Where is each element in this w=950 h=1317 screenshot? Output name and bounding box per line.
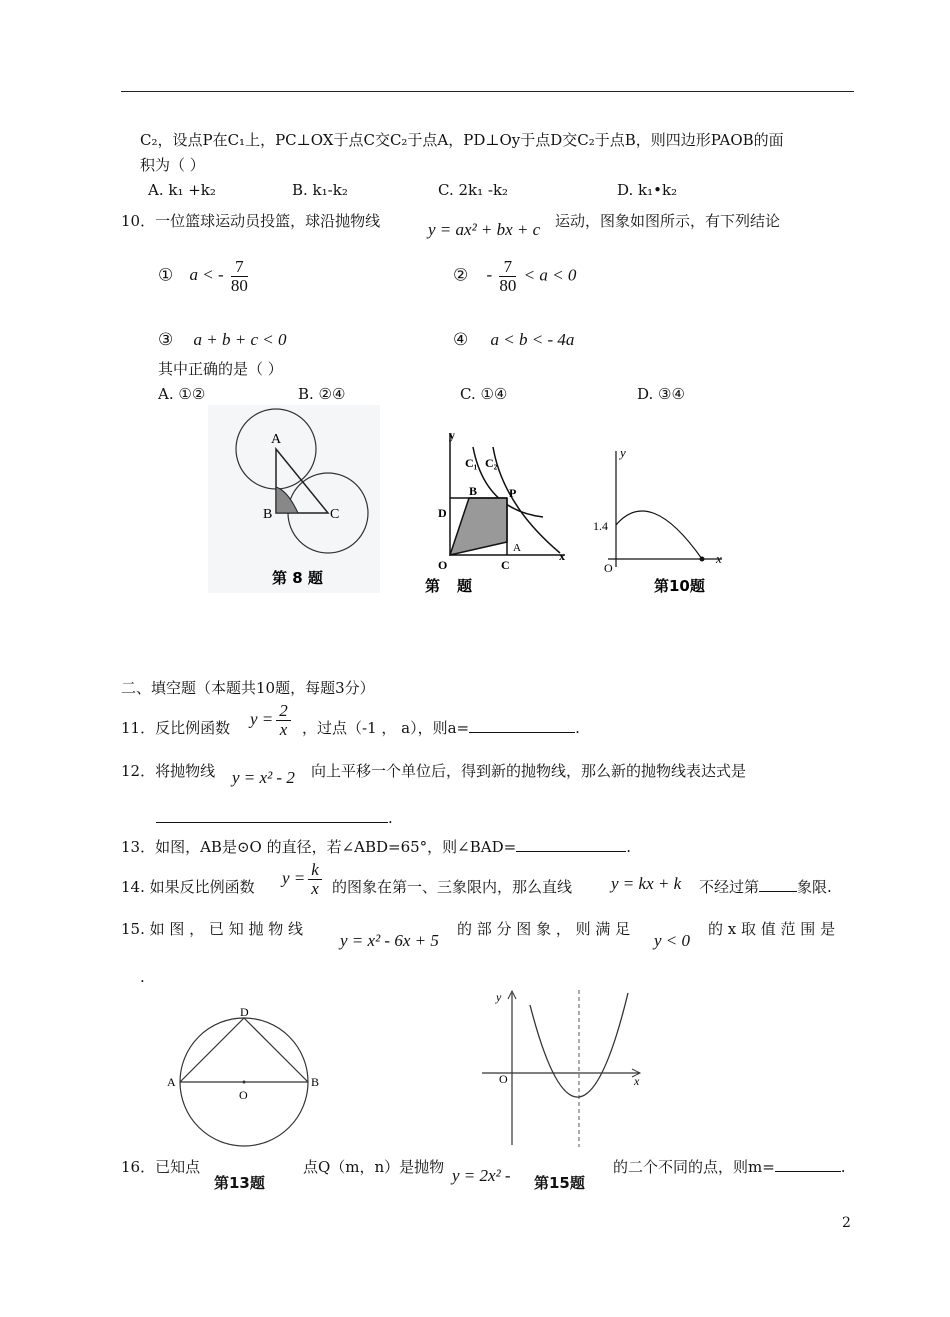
q16-text-a: 16．已知点 <box>121 1158 201 1176</box>
fig13-chord-ad <box>180 1018 244 1082</box>
q10-item-1-fraction: $\frac{7}{80}$ <box>230 257 248 295</box>
figure-10 <box>590 445 740 600</box>
q10-item-2-expr: - <box>486 265 493 285</box>
fig9-label-b: B <box>469 484 478 498</box>
q12-answer-blank[interactable] <box>156 822 388 823</box>
q14-text-b: 的图象在第一、三象限内，那么直线 <box>332 878 573 896</box>
fig8-label-a: A <box>271 432 282 447</box>
fig9-label-d: D <box>438 506 447 520</box>
fig9-label-y: y <box>449 428 455 442</box>
fig13-label-o: O <box>239 1088 248 1102</box>
q14-function: y = $\frac{k}{x}$ <box>282 861 325 898</box>
q11-answer-blank[interactable] <box>469 732 575 733</box>
fig8-label-c: C <box>330 507 340 522</box>
fig9-label-c2: C₂ <box>485 456 498 470</box>
q10-item-3-mark: ③ <box>158 330 174 349</box>
fig9-caption-a: 第 <box>425 577 441 595</box>
q9-line2: 积为（ ） <box>140 156 205 174</box>
q10-option-b: B. ②④ <box>298 385 346 403</box>
q10-item-4 <box>453 330 574 350</box>
q15-text-a: 15. 如 图 ， 已 知 抛 物 线 <box>121 920 304 938</box>
q15-equation: y = x² - 6x + 5 <box>340 931 439 950</box>
q10-option-c: C. ①④ <box>460 385 508 403</box>
fig8-caption: 第 8 题 <box>272 569 323 587</box>
fig13-label-a: A <box>167 1075 176 1089</box>
q10-option-a: A. ①② <box>158 385 206 403</box>
q10-item-2-fraction: $\frac{7}{80}$ <box>499 257 517 295</box>
fig10-parabola <box>616 511 702 559</box>
fig13-caption: 第13题 <box>208 1172 271 1193</box>
q16-text-b: 点Q（m，n）是抛物 <box>303 1158 445 1176</box>
section-2-heading: 二、填空题（本题共10题，每题3分） <box>121 679 375 697</box>
fig13-label-d: D <box>240 1005 249 1019</box>
q10-option-d: D. ③④ <box>637 385 685 403</box>
fig9-label-c: C <box>501 558 510 572</box>
fig9-caption-b: 题 <box>457 577 473 595</box>
q12-text-b: 向上平移一个单位后，得到新的抛物线，那么新的抛物线表达式是 <box>311 762 747 780</box>
fig15-label-x: x <box>634 1074 640 1088</box>
q14-answer-blank[interactable] <box>759 891 797 892</box>
q10-item-1 <box>158 258 251 295</box>
q15-text-b: 的 部 分 图 象 ， 则 满 足 <box>457 920 631 938</box>
q10-item-2-tail: < a < 0 <box>523 265 577 285</box>
figure-8 <box>208 405 380 593</box>
header-rule <box>121 91 854 92</box>
q11-function: y = $\frac{2}{x}$ <box>250 702 294 739</box>
fig13-label-b: B <box>311 1075 320 1089</box>
q10-item-3 <box>158 330 286 350</box>
q10-text-b: 运动，图象如图所示，有下列结论 <box>555 212 781 230</box>
fig15-label-o: O <box>499 1072 508 1086</box>
q9-option-a: A. k₁ +k₂ <box>148 181 216 199</box>
fig10-label-x: x <box>716 551 722 566</box>
q16-equation: y = 2x² - <box>452 1166 511 1185</box>
q14-line: y = kx + k <box>611 874 682 893</box>
fig9-label-x: x <box>559 549 565 563</box>
figure-15 <box>470 985 650 1150</box>
q11-text-b: ，过点（-1 ， a），则a= . <box>302 719 580 737</box>
fig9-label-a: A <box>513 542 521 554</box>
fig10-label-y: y <box>620 445 626 460</box>
q9-line1: C₂，设点P在C₁上，PC⊥OX于点C交C₂于点A，PD⊥Oy于点D交C₂于点B，则四边形PAOB的面 <box>140 131 784 149</box>
q10-equation: y = ax² + bx + c <box>428 220 541 239</box>
q10-item-2-mark: ② <box>453 265 469 285</box>
q15-period: . <box>140 968 145 986</box>
fig13-center <box>243 1081 246 1084</box>
fig10-label-14: 1.4 <box>593 519 608 533</box>
q16-text-c: 的二个不同的点，则m= . <box>613 1158 846 1176</box>
fig10-caption: 第10题 <box>654 577 705 595</box>
q16-answer-blank[interactable] <box>775 1171 841 1172</box>
q10-item-4-expr: a < b < - 4a <box>490 330 575 349</box>
q10-item-2 <box>453 258 576 295</box>
q12-equation: y = x² - 2 <box>232 768 295 787</box>
q14-text-a: 14. 如果反比例函数 <box>121 878 255 896</box>
q9-option-c: C. 2k₁ -k₂ <box>438 181 509 199</box>
q15-condition: y < 0 <box>654 931 691 950</box>
q15-text-c: 的 x 取 值 范 围 是 <box>708 920 836 938</box>
fig8-label-b: B <box>263 507 273 522</box>
fig9-label-o: O <box>438 558 448 572</box>
fig10-label-o: O <box>604 561 613 575</box>
figure-9 <box>425 425 575 600</box>
q12-blank-line: . <box>156 809 393 827</box>
q10-item-1-mark: ① <box>158 265 174 285</box>
q10-item-4-mark: ④ <box>453 330 469 349</box>
q10-ask: 其中正确的是（ ） <box>158 360 283 378</box>
q9-option-d: D. k₁•k₂ <box>617 181 678 199</box>
q10-item-1-expr: a < - <box>189 265 224 285</box>
fig15-caption: 第15题 <box>528 1172 591 1193</box>
q14-text-c: 不经过第 象限. <box>699 878 832 896</box>
q13-answer-blank[interactable] <box>516 851 626 852</box>
q9-option-b: B. k₁-k₂ <box>292 181 348 199</box>
fig15-label-y: y <box>496 990 502 1004</box>
q11-text-a: 11．反比例函数 <box>121 719 231 737</box>
q10-item-3-expr: a + b + c < 0 <box>193 330 287 349</box>
fig13-chord-bd <box>244 1018 308 1082</box>
page-number: 2 <box>842 1215 851 1231</box>
fig10-landing-point <box>700 557 705 562</box>
q12-text-a: 12．将抛物线 <box>121 762 216 780</box>
fig9-label-c1: C₁ <box>465 456 478 470</box>
q10-text-a: 10．一位篮球运动员投篮，球沿抛物线 <box>121 212 381 230</box>
fig9-shaded-quad <box>450 498 507 555</box>
q13-text: 13．如图，AB是⊙O 的直径，若∠ABD=65°，则∠BAD= . <box>121 838 631 856</box>
fig9-label-p: P <box>509 486 517 500</box>
